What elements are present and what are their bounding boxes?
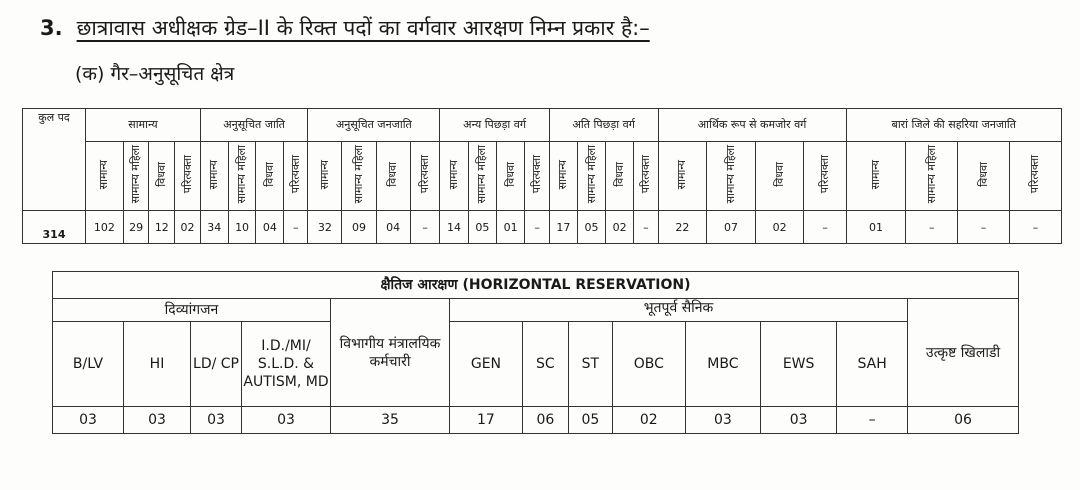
category-header: अनुसूचित जाति <box>200 109 307 142</box>
total-posts-header: कुल पद <box>23 109 86 211</box>
col-header: OBC <box>612 322 685 407</box>
col-header: LD/ CP <box>191 322 242 407</box>
value-cell: 14 <box>440 211 468 244</box>
sub-heading: (क) गैर–अनुसूचित क्षेत्र <box>75 63 235 85</box>
category-header: अनुसूचित जनजाति <box>308 109 440 142</box>
col-header: SC <box>522 322 568 407</box>
value-cell: – <box>837 407 908 434</box>
horizontal-reservation-table <box>52 271 1019 434</box>
value-cell: 02 <box>755 211 804 244</box>
subcol-header: सामान्य <box>868 159 882 190</box>
value-cell: 01 <box>846 211 906 244</box>
subcol-header: सामान्य महिला <box>723 145 737 204</box>
category-header: अन्य पिछड़ा वर्ग <box>440 109 550 142</box>
col-header: B/LV <box>53 322 124 407</box>
subcol-header: परित्यक्ता <box>180 155 194 194</box>
value-cell: 03 <box>191 407 242 434</box>
value-cell: 01 <box>497 211 525 244</box>
col-header: EWS <box>761 322 837 407</box>
subcol-header: विधवा <box>503 162 517 187</box>
subcol-header: विधवा <box>262 162 276 187</box>
value-cell: – <box>958 211 1010 244</box>
value-cell: 06 <box>522 407 568 434</box>
subcol-header: परित्यक्ता <box>418 155 432 194</box>
value-cell: 102 <box>86 211 124 244</box>
bhootpurv-sainik-header: भूतपूर्व सैनिक <box>450 299 908 322</box>
value-cell: 03 <box>685 407 760 434</box>
subcol-header: सामान्य <box>447 159 460 190</box>
value-cell: 04 <box>256 211 284 244</box>
subcol-header: विधवा <box>772 162 786 187</box>
value-cell: 07 <box>707 211 756 244</box>
value-cell: – <box>525 211 550 244</box>
subcol-header: परित्यक्ता <box>530 155 544 194</box>
value-cell: 17 <box>549 211 577 244</box>
subcol-header: परित्यक्ता <box>638 155 652 194</box>
section-number: 3. <box>40 16 63 40</box>
value-cell: 05 <box>577 211 605 244</box>
subcol-header: सामान्य <box>675 159 689 190</box>
value-cell: – <box>1009 211 1061 244</box>
subcol-header: सामान्य <box>97 159 111 190</box>
value-cell: 02 <box>175 211 201 244</box>
subcol-header: सामान्य महिला <box>235 145 249 204</box>
subcol-header: सामान्य महिला <box>129 145 143 204</box>
subcol-header: सामान्य महिला <box>475 145 489 204</box>
col-header: HI <box>124 322 191 407</box>
col-header: GEN <box>450 322 523 407</box>
subcol-header: परित्यक्ता <box>817 155 831 194</box>
subcol-header: सामान्य <box>556 159 570 190</box>
col-header: SAH <box>837 322 908 407</box>
value-cell: – <box>284 211 308 244</box>
value-cell: 04 <box>376 211 410 244</box>
value-cell: 35 <box>331 407 450 434</box>
category-header: आर्थिक रूप से कमजोर वर्ग <box>658 109 846 142</box>
subcol-header: परित्यक्ता <box>288 155 302 194</box>
total-posts-value: 314 <box>23 211 86 244</box>
subcol-header: विधवा <box>154 162 168 187</box>
value-cell: 03 <box>124 407 191 434</box>
value-cell: – <box>804 211 846 244</box>
value-cell: 03 <box>242 407 331 434</box>
value-cell: 29 <box>123 211 149 244</box>
value-cell: 17 <box>450 407 523 434</box>
table-title: क्षैतिज आरक्षण (HORIZONTAL RESERVATION) <box>53 272 1019 299</box>
value-cell: 12 <box>149 211 175 244</box>
divyangjan-header: दिव्यांगजन <box>53 299 331 322</box>
subcol-header: विधवा <box>612 162 626 187</box>
value-cell: – <box>634 211 658 244</box>
value-cell: 05 <box>468 211 496 244</box>
value-cell: 09 <box>342 211 376 244</box>
value-cell: 02 <box>612 407 685 434</box>
value-cell: 03 <box>53 407 124 434</box>
col-header: I.D./MI/ S.L.D. & AUTISM, MD <box>242 322 331 407</box>
value-cell: 32 <box>308 211 342 244</box>
value-cell: 34 <box>200 211 228 244</box>
subcol-header: विधवा <box>386 162 400 187</box>
value-cell: 10 <box>228 211 256 244</box>
category-header: अति पिछड़ा वर्ग <box>549 109 658 142</box>
value-cell: 03 <box>761 407 837 434</box>
value-cell: – <box>410 211 440 244</box>
utkrisht-khiladi-header: उत्कृष्ट खिलाडी <box>908 299 1019 407</box>
value-cell: 02 <box>606 211 634 244</box>
col-header: ST <box>568 322 612 407</box>
subcol-header: विधवा <box>976 162 990 187</box>
value-cell: 22 <box>658 211 707 244</box>
value-cell: 06 <box>908 407 1019 434</box>
subcol-header: सामान्य महिला <box>584 145 598 204</box>
category-header: बारां जिले की सहरिया जनजाति <box>846 109 1061 142</box>
category-header: सामान्य <box>86 109 201 142</box>
col-header: MBC <box>685 322 760 407</box>
subcol-header: परित्यक्ता <box>1028 155 1042 194</box>
value-cell: 05 <box>568 407 612 434</box>
subcol-header: सामान्य महिला <box>924 145 938 204</box>
category-reservation-table <box>22 108 1062 244</box>
section-title: छात्रावास अधीक्षक ग्रेड–II के रिक्त पदों का वर्गवार आरक्षण निम्न प्रकार है:– <box>76 16 650 40</box>
section-heading <box>40 14 650 42</box>
subcol-header: सामान्य महिला <box>352 145 366 204</box>
subcol-header: सामान्य <box>207 159 221 190</box>
subcol-header: सामान्य <box>317 159 331 190</box>
vibhagiya-header: विभागीय मंत्रालयिक कर्मचारी <box>331 299 450 407</box>
value-cell: – <box>906 211 958 244</box>
